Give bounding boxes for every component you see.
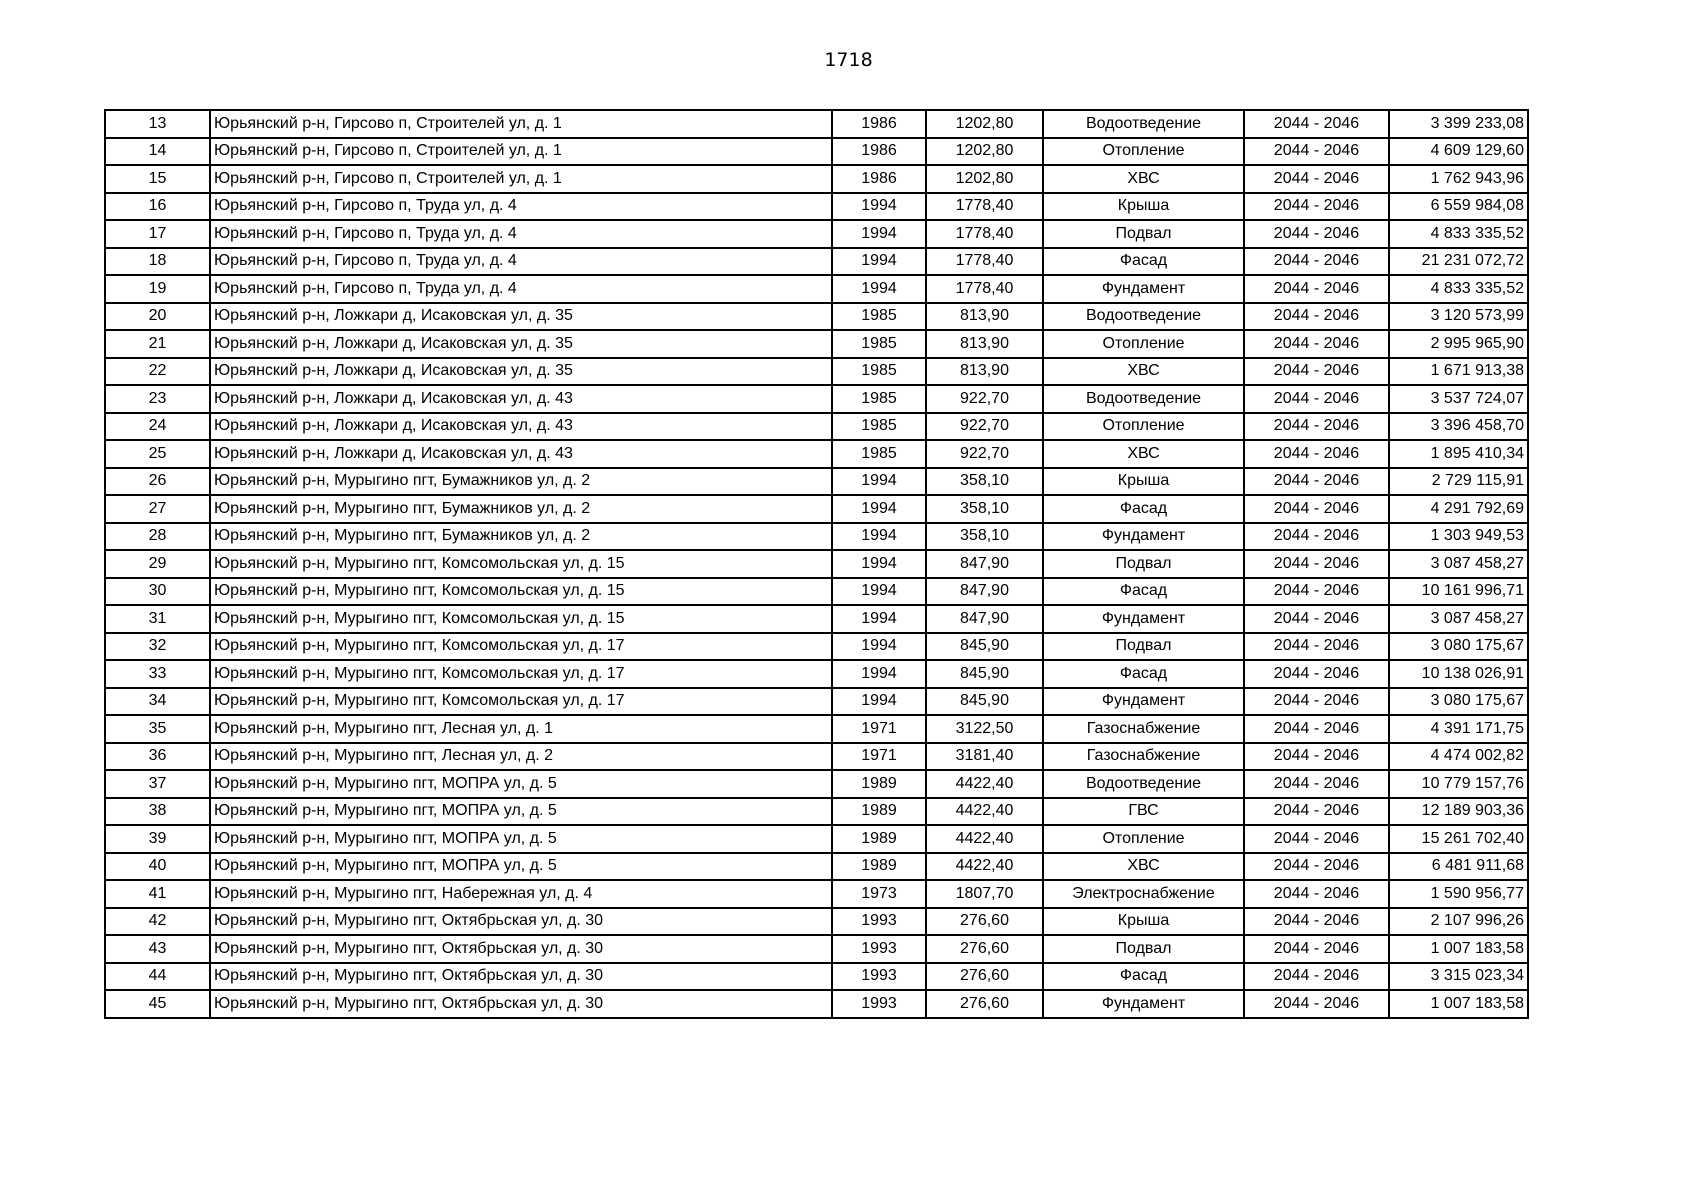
period-cell: 2044 - 2046 <box>1244 248 1389 276</box>
work-type-cell: Фасад <box>1043 495 1244 523</box>
cost-cell: 10 161 996,71 <box>1389 578 1528 606</box>
work-type-cell: ХВС <box>1043 853 1244 881</box>
row-number: 28 <box>105 523 210 551</box>
period-cell: 2044 - 2046 <box>1244 908 1389 936</box>
table-row <box>105 935 1528 963</box>
table-row <box>105 633 1528 661</box>
work-type-cell: Водоотведение <box>1043 385 1244 413</box>
work-type-cell: ХВС <box>1043 440 1244 468</box>
year-cell: 1989 <box>832 798 926 826</box>
cost-cell: 10 138 026,91 <box>1389 660 1528 688</box>
area-cell: 4422,40 <box>926 798 1043 826</box>
address-cell: Юрьянский р-н, Мурыгино пгт, Комсомольская ул, д. 17 <box>210 660 832 688</box>
area-cell: 1778,40 <box>926 220 1043 248</box>
work-type-cell: Электроснабжение <box>1043 880 1244 908</box>
row-number: 27 <box>105 495 210 523</box>
area-cell: 276,60 <box>926 963 1043 991</box>
cost-cell: 3 087 458,27 <box>1389 550 1528 578</box>
address-cell: Юрьянский р-н, Гирсово п, Труда ул, д. 4 <box>210 220 832 248</box>
area-cell: 847,90 <box>926 578 1043 606</box>
work-type-cell: Фасад <box>1043 248 1244 276</box>
row-number: 37 <box>105 770 210 798</box>
table-row <box>105 193 1528 221</box>
year-cell: 1985 <box>832 440 926 468</box>
table-row <box>105 138 1528 166</box>
row-number: 19 <box>105 275 210 303</box>
area-cell: 813,90 <box>926 330 1043 358</box>
year-cell: 1994 <box>832 578 926 606</box>
work-type-cell: Фундамент <box>1043 605 1244 633</box>
address-cell: Юрьянский р-н, Гирсово п, Строителей ул, д. 1 <box>210 165 832 193</box>
cost-cell: 4 833 335,52 <box>1389 220 1528 248</box>
area-cell: 922,70 <box>926 385 1043 413</box>
cost-cell: 1 762 943,96 <box>1389 165 1528 193</box>
table-row <box>105 605 1528 633</box>
year-cell: 1989 <box>832 770 926 798</box>
work-type-cell: Отопление <box>1043 330 1244 358</box>
work-type-cell: Отопление <box>1043 825 1244 853</box>
area-cell: 847,90 <box>926 605 1043 633</box>
year-cell: 1993 <box>832 963 926 991</box>
period-cell: 2044 - 2046 <box>1244 110 1389 138</box>
table-row <box>105 963 1528 991</box>
table-row <box>105 825 1528 853</box>
address-cell: Юрьянский р-н, Мурыгино пгт, Комсомольская ул, д. 15 <box>210 550 832 578</box>
table-row <box>105 413 1528 441</box>
year-cell: 1986 <box>832 165 926 193</box>
table-row <box>105 523 1528 551</box>
year-cell: 1985 <box>832 358 926 386</box>
address-cell: Юрьянский р-н, Ложкари д, Исаковская ул, д. 35 <box>210 358 832 386</box>
row-number: 43 <box>105 935 210 963</box>
row-number: 14 <box>105 138 210 166</box>
address-cell: Юрьянский р-н, Мурыгино пгт, Октябрьская ул, д. 30 <box>210 963 832 991</box>
address-cell: Юрьянский р-н, Гирсово п, Строителей ул, д. 1 <box>210 138 832 166</box>
area-cell: 276,60 <box>926 908 1043 936</box>
year-cell: 1986 <box>832 138 926 166</box>
cost-cell: 3 087 458,27 <box>1389 605 1528 633</box>
year-cell: 1994 <box>832 605 926 633</box>
row-number: 18 <box>105 248 210 276</box>
cost-cell: 4 833 335,52 <box>1389 275 1528 303</box>
row-number: 32 <box>105 633 210 661</box>
period-cell: 2044 - 2046 <box>1244 770 1389 798</box>
period-cell: 2044 - 2046 <box>1244 220 1389 248</box>
work-type-cell: Фасад <box>1043 963 1244 991</box>
address-cell: Юрьянский р-н, Мурыгино пгт, Лесная ул, д. 1 <box>210 715 832 743</box>
table-row <box>105 385 1528 413</box>
cost-cell: 1 007 183,58 <box>1389 990 1528 1018</box>
row-number: 36 <box>105 743 210 771</box>
year-cell: 1994 <box>832 523 926 551</box>
area-cell: 813,90 <box>926 358 1043 386</box>
period-cell: 2044 - 2046 <box>1244 853 1389 881</box>
year-cell: 1985 <box>832 385 926 413</box>
area-cell: 845,90 <box>926 660 1043 688</box>
row-number: 25 <box>105 440 210 468</box>
period-cell: 2044 - 2046 <box>1244 358 1389 386</box>
period-cell: 2044 - 2046 <box>1244 798 1389 826</box>
period-cell: 2044 - 2046 <box>1244 165 1389 193</box>
address-cell: Юрьянский р-н, Гирсово п, Строителей ул, д. 1 <box>210 110 832 138</box>
area-cell: 358,10 <box>926 468 1043 496</box>
row-number: 29 <box>105 550 210 578</box>
area-cell: 4422,40 <box>926 770 1043 798</box>
row-number: 15 <box>105 165 210 193</box>
row-number: 44 <box>105 963 210 991</box>
table-row <box>105 358 1528 386</box>
period-cell: 2044 - 2046 <box>1244 303 1389 331</box>
period-cell: 2044 - 2046 <box>1244 193 1389 221</box>
address-cell: Юрьянский р-н, Мурыгино пгт, Октябрьская ул, д. 30 <box>210 935 832 963</box>
work-type-cell: Фундамент <box>1043 990 1244 1018</box>
work-type-cell: Водоотведение <box>1043 110 1244 138</box>
year-cell: 1973 <box>832 880 926 908</box>
work-type-cell: Крыша <box>1043 193 1244 221</box>
address-cell: Юрьянский р-н, Мурыгино пгт, Октябрьская ул, д. 30 <box>210 990 832 1018</box>
address-cell: Юрьянский р-н, Мурыгино пгт, Бумажников ул, д. 2 <box>210 468 832 496</box>
row-number: 21 <box>105 330 210 358</box>
table-row <box>105 743 1528 771</box>
address-cell: Юрьянский р-н, Гирсово п, Труда ул, д. 4 <box>210 193 832 221</box>
table-row <box>105 770 1528 798</box>
row-number: 38 <box>105 798 210 826</box>
address-cell: Юрьянский р-н, Мурыгино пгт, Комсомольская ул, д. 17 <box>210 633 832 661</box>
work-type-cell: Крыша <box>1043 468 1244 496</box>
period-cell: 2044 - 2046 <box>1244 825 1389 853</box>
address-cell: Юрьянский р-н, Мурыгино пгт, Комсомольская ул, д. 15 <box>210 605 832 633</box>
work-type-cell: Фундамент <box>1043 523 1244 551</box>
period-cell: 2044 - 2046 <box>1244 275 1389 303</box>
repair-schedule-table <box>104 109 1529 1019</box>
work-type-cell: Отопление <box>1043 413 1244 441</box>
year-cell: 1994 <box>832 248 926 276</box>
area-cell: 276,60 <box>926 990 1043 1018</box>
work-type-cell: Крыша <box>1043 908 1244 936</box>
address-cell: Юрьянский р-н, Ложкари д, Исаковская ул, д. 43 <box>210 440 832 468</box>
year-cell: 1994 <box>832 660 926 688</box>
table-row <box>105 220 1528 248</box>
cost-cell: 3 399 233,08 <box>1389 110 1528 138</box>
row-number: 33 <box>105 660 210 688</box>
work-type-cell: Водоотведение <box>1043 770 1244 798</box>
work-type-cell: Фундамент <box>1043 688 1244 716</box>
area-cell: 922,70 <box>926 440 1043 468</box>
address-cell: Юрьянский р-н, Мурыгино пгт, Комсомольская ул, д. 17 <box>210 688 832 716</box>
address-cell: Юрьянский р-н, Мурыгино пгт, Бумажников ул, д. 2 <box>210 523 832 551</box>
row-number: 31 <box>105 605 210 633</box>
address-cell: Юрьянский р-н, Мурыгино пгт, МОПРА ул, д. 5 <box>210 798 832 826</box>
address-cell: Юрьянский р-н, Мурыгино пгт, МОПРА ул, д. 5 <box>210 853 832 881</box>
period-cell: 2044 - 2046 <box>1244 385 1389 413</box>
address-cell: Юрьянский р-н, Гирсово п, Труда ул, д. 4 <box>210 275 832 303</box>
cost-cell: 1 671 913,38 <box>1389 358 1528 386</box>
cost-cell: 3 396 458,70 <box>1389 413 1528 441</box>
work-type-cell: ХВС <box>1043 358 1244 386</box>
page-number: 1718 <box>824 49 873 71</box>
table-row <box>105 303 1528 331</box>
table-row <box>105 715 1528 743</box>
work-type-cell: Газоснабжение <box>1043 743 1244 771</box>
period-cell: 2044 - 2046 <box>1244 413 1389 441</box>
period-cell: 2044 - 2046 <box>1244 688 1389 716</box>
work-type-cell: ХВС <box>1043 165 1244 193</box>
row-number: 23 <box>105 385 210 413</box>
row-number: 42 <box>105 908 210 936</box>
area-cell: 1778,40 <box>926 248 1043 276</box>
row-number: 40 <box>105 853 210 881</box>
year-cell: 1989 <box>832 853 926 881</box>
area-cell: 276,60 <box>926 935 1043 963</box>
year-cell: 1985 <box>832 303 926 331</box>
year-cell: 1994 <box>832 495 926 523</box>
table-row <box>105 908 1528 936</box>
period-cell: 2044 - 2046 <box>1244 990 1389 1018</box>
year-cell: 1994 <box>832 688 926 716</box>
period-cell: 2044 - 2046 <box>1244 578 1389 606</box>
row-number: 30 <box>105 578 210 606</box>
row-number: 20 <box>105 303 210 331</box>
row-number: 39 <box>105 825 210 853</box>
cost-cell: 3 315 023,34 <box>1389 963 1528 991</box>
cost-cell: 1 590 956,77 <box>1389 880 1528 908</box>
cost-cell: 6 481 911,68 <box>1389 853 1528 881</box>
table-row <box>105 110 1528 138</box>
area-cell: 1202,80 <box>926 138 1043 166</box>
table-row <box>105 275 1528 303</box>
cost-cell: 12 189 903,36 <box>1389 798 1528 826</box>
period-cell: 2044 - 2046 <box>1244 963 1389 991</box>
area-cell: 922,70 <box>926 413 1043 441</box>
address-cell: Юрьянский р-н, Мурыгино пгт, Октябрьская ул, д. 30 <box>210 908 832 936</box>
address-cell: Юрьянский р-н, Ложкари д, Исаковская ул, д. 43 <box>210 413 832 441</box>
work-type-cell: Фасад <box>1043 660 1244 688</box>
period-cell: 2044 - 2046 <box>1244 605 1389 633</box>
period-cell: 2044 - 2046 <box>1244 138 1389 166</box>
table-row <box>105 330 1528 358</box>
year-cell: 1971 <box>832 715 926 743</box>
year-cell: 1985 <box>832 413 926 441</box>
address-cell: Юрьянский р-н, Ложкари д, Исаковская ул, д. 35 <box>210 303 832 331</box>
area-cell: 358,10 <box>926 495 1043 523</box>
table-body <box>105 110 1528 1018</box>
work-type-cell: Отопление <box>1043 138 1244 166</box>
year-cell: 1985 <box>832 330 926 358</box>
table-row <box>105 578 1528 606</box>
year-cell: 1971 <box>832 743 926 771</box>
year-cell: 1994 <box>832 633 926 661</box>
table-row <box>105 688 1528 716</box>
area-cell: 847,90 <box>926 550 1043 578</box>
table-row <box>105 798 1528 826</box>
cost-cell: 4 391 171,75 <box>1389 715 1528 743</box>
area-cell: 358,10 <box>926 523 1043 551</box>
area-cell: 4422,40 <box>926 825 1043 853</box>
row-number: 35 <box>105 715 210 743</box>
period-cell: 2044 - 2046 <box>1244 633 1389 661</box>
table-row <box>105 468 1528 496</box>
period-cell: 2044 - 2046 <box>1244 550 1389 578</box>
row-number: 41 <box>105 880 210 908</box>
year-cell: 1994 <box>832 275 926 303</box>
period-cell: 2044 - 2046 <box>1244 440 1389 468</box>
row-number: 16 <box>105 193 210 221</box>
table-row <box>105 990 1528 1018</box>
cost-cell: 4 474 002,82 <box>1389 743 1528 771</box>
year-cell: 1994 <box>832 193 926 221</box>
period-cell: 2044 - 2046 <box>1244 880 1389 908</box>
row-number: 24 <box>105 413 210 441</box>
address-cell: Юрьянский р-н, Мурыгино пгт, Лесная ул, д. 2 <box>210 743 832 771</box>
cost-cell: 3 120 573,99 <box>1389 303 1528 331</box>
row-number: 26 <box>105 468 210 496</box>
period-cell: 2044 - 2046 <box>1244 935 1389 963</box>
work-type-cell: ГВС <box>1043 798 1244 826</box>
work-type-cell: Газоснабжение <box>1043 715 1244 743</box>
address-cell: Юрьянский р-н, Гирсово п, Труда ул, д. 4 <box>210 248 832 276</box>
year-cell: 1994 <box>832 468 926 496</box>
row-number: 34 <box>105 688 210 716</box>
cost-cell: 4 291 792,69 <box>1389 495 1528 523</box>
table-row <box>105 165 1528 193</box>
cost-cell: 1 007 183,58 <box>1389 935 1528 963</box>
cost-cell: 10 779 157,76 <box>1389 770 1528 798</box>
period-cell: 2044 - 2046 <box>1244 523 1389 551</box>
row-number: 13 <box>105 110 210 138</box>
area-cell: 3181,40 <box>926 743 1043 771</box>
table-row <box>105 853 1528 881</box>
table-row <box>105 495 1528 523</box>
year-cell: 1993 <box>832 935 926 963</box>
area-cell: 813,90 <box>926 303 1043 331</box>
table-row <box>105 880 1528 908</box>
year-cell: 1994 <box>832 220 926 248</box>
cost-cell: 4 609 129,60 <box>1389 138 1528 166</box>
period-cell: 2044 - 2046 <box>1244 330 1389 358</box>
cost-cell: 6 559 984,08 <box>1389 193 1528 221</box>
cost-cell: 3 080 175,67 <box>1389 688 1528 716</box>
cost-cell: 2 995 965,90 <box>1389 330 1528 358</box>
cost-cell: 21 231 072,72 <box>1389 248 1528 276</box>
year-cell: 1989 <box>832 825 926 853</box>
area-cell: 1202,80 <box>926 110 1043 138</box>
area-cell: 1778,40 <box>926 275 1043 303</box>
cost-cell: 15 261 702,40 <box>1389 825 1528 853</box>
work-type-cell: Фундамент <box>1043 275 1244 303</box>
row-number: 17 <box>105 220 210 248</box>
period-cell: 2044 - 2046 <box>1244 495 1389 523</box>
year-cell: 1994 <box>832 550 926 578</box>
period-cell: 2044 - 2046 <box>1244 715 1389 743</box>
work-type-cell: Фасад <box>1043 578 1244 606</box>
area-cell: 1778,40 <box>926 193 1043 221</box>
cost-cell: 2 729 115,91 <box>1389 468 1528 496</box>
row-number: 45 <box>105 990 210 1018</box>
table-row <box>105 660 1528 688</box>
row-number: 22 <box>105 358 210 386</box>
cost-cell: 2 107 996,26 <box>1389 908 1528 936</box>
cost-cell: 3 537 724,07 <box>1389 385 1528 413</box>
work-type-cell: Подвал <box>1043 935 1244 963</box>
area-cell: 3122,50 <box>926 715 1043 743</box>
cost-cell: 1 303 949,53 <box>1389 523 1528 551</box>
address-cell: Юрьянский р-н, Ложкари д, Исаковская ул, д. 35 <box>210 330 832 358</box>
cost-cell: 1 895 410,34 <box>1389 440 1528 468</box>
period-cell: 2044 - 2046 <box>1244 743 1389 771</box>
area-cell: 845,90 <box>926 688 1043 716</box>
table-row <box>105 550 1528 578</box>
table-row <box>105 248 1528 276</box>
table-row <box>105 440 1528 468</box>
area-cell: 1202,80 <box>926 165 1043 193</box>
work-type-cell: Подвал <box>1043 633 1244 661</box>
year-cell: 1993 <box>832 990 926 1018</box>
work-type-cell: Водоотведение <box>1043 303 1244 331</box>
address-cell: Юрьянский р-н, Мурыгино пгт, Бумажников ул, д. 2 <box>210 495 832 523</box>
area-cell: 4422,40 <box>926 853 1043 881</box>
period-cell: 2044 - 2046 <box>1244 660 1389 688</box>
area-cell: 845,90 <box>926 633 1043 661</box>
address-cell: Юрьянский р-н, Мурыгино пгт, МОПРА ул, д. 5 <box>210 770 832 798</box>
address-cell: Юрьянский р-н, Ложкари д, Исаковская ул, д. 43 <box>210 385 832 413</box>
year-cell: 1986 <box>832 110 926 138</box>
year-cell: 1993 <box>832 908 926 936</box>
area-cell: 1807,70 <box>926 880 1043 908</box>
address-cell: Юрьянский р-н, Мурыгино пгт, Набережная ул, д. 4 <box>210 880 832 908</box>
cost-cell: 3 080 175,67 <box>1389 633 1528 661</box>
address-cell: Юрьянский р-н, Мурыгино пгт, Комсомольская ул, д. 15 <box>210 578 832 606</box>
work-type-cell: Подвал <box>1043 550 1244 578</box>
work-type-cell: Подвал <box>1043 220 1244 248</box>
address-cell: Юрьянский р-н, Мурыгино пгт, МОПРА ул, д. 5 <box>210 825 832 853</box>
period-cell: 2044 - 2046 <box>1244 468 1389 496</box>
